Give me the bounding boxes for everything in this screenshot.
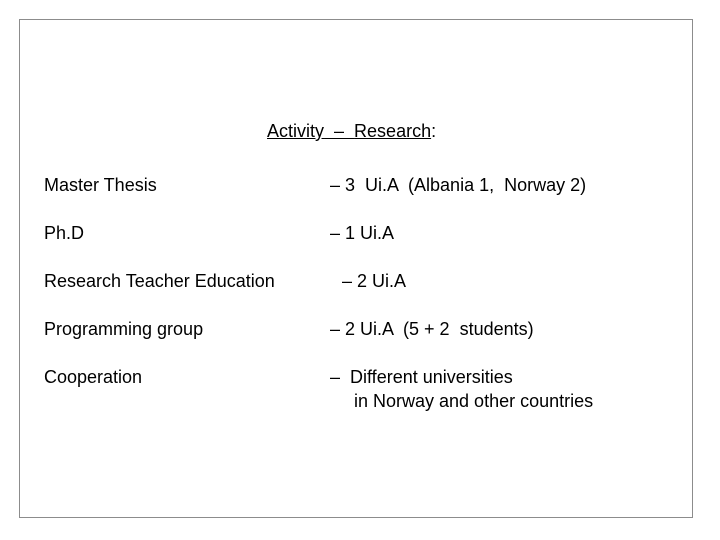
row-value: – 2 Ui.A [342, 271, 407, 291]
row-value: – Different universities [330, 367, 513, 387]
row-cooperation [44, 365, 594, 461]
row-label: Master Thesis [44, 175, 157, 195]
title-research: Research [354, 121, 432, 141]
row-label: Cooperation [44, 367, 143, 387]
title-colon: : [431, 121, 437, 141]
row-value: – 2 Ui.A (5 + 2 students) [330, 319, 534, 339]
row-value-line2: in Norway and other countries [354, 391, 594, 411]
row-label: Ph.D [44, 223, 85, 243]
title-dash: – [324, 121, 355, 141]
slide-title [0, 76, 718, 141]
row-label: Programming group [44, 319, 204, 339]
row-value: – 3 Ui.A (Albania 1, Norway 2) [330, 175, 587, 195]
row-label: Research Teacher Education [44, 271, 275, 291]
title-activity: Activity [267, 121, 325, 141]
row-value: – 1 Ui.A [330, 223, 395, 243]
